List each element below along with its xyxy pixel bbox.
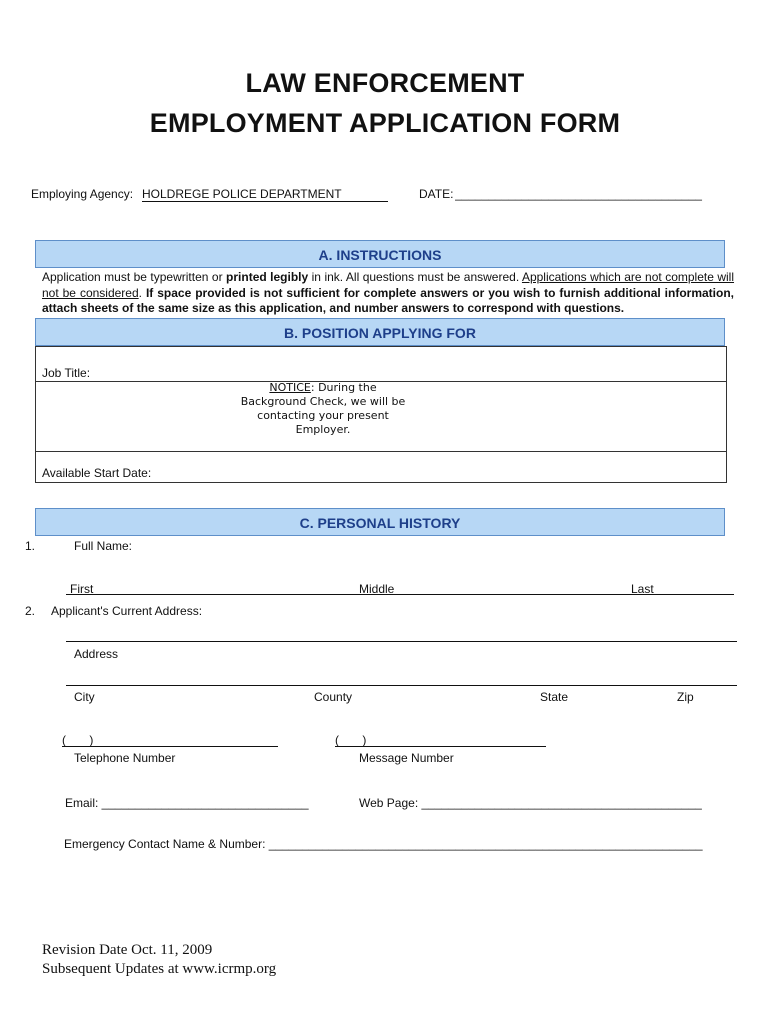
- message-area-code: ( ): [335, 733, 367, 747]
- notice-divider: [35, 451, 727, 452]
- address-label: Address: [74, 647, 119, 661]
- current-address-label: Applicant's Current Address:: [51, 604, 203, 618]
- zip-label: Zip: [677, 690, 694, 704]
- telephone-area-code: ( ): [62, 733, 94, 747]
- email-field[interactable]: Email: _______________________________: [65, 796, 309, 810]
- emergency-contact-field[interactable]: Emergency Contact Name & Number: _________________________________________________________________: [64, 837, 703, 851]
- web-page-field[interactable]: Web Page: __________________________________________: [359, 796, 702, 810]
- county-label: County: [314, 690, 353, 704]
- message-number-label: Message Number: [359, 751, 454, 765]
- date-label: DATE:: [419, 187, 454, 201]
- question-1-number: 1.: [25, 539, 36, 553]
- address-field[interactable]: [66, 641, 737, 642]
- employing-agency-field[interactable]: [142, 187, 388, 202]
- section-b-header: B. POSITION APPLYING FOR: [35, 318, 725, 346]
- employing-agency-label: Employing Agency:: [31, 187, 134, 201]
- telephone-label: Telephone Number: [74, 751, 176, 765]
- section-b-bottom-border: [35, 482, 727, 483]
- background-check-notice: NOTICE: During the Background Check, we will be contacting your present Employer.: [240, 381, 406, 436]
- last-name-label: Last: [631, 582, 654, 596]
- date-field[interactable]: _____________________________________: [455, 187, 702, 201]
- middle-name-label: Middle: [359, 582, 395, 596]
- available-start-date-label: Available Start Date:: [42, 466, 152, 480]
- employing-agency-value: HOLDREGE POLICE DEPARTMENT: [142, 187, 342, 201]
- city-label: City: [74, 690, 95, 704]
- section-a-header: A. INSTRUCTIONS: [35, 240, 725, 268]
- section-b-divider: [35, 346, 727, 347]
- section-b-border-left: [35, 346, 36, 482]
- revision-date: Revision Date Oct. 11, 2009: [42, 942, 213, 958]
- section-b-border-right: [726, 346, 727, 482]
- form-title-line-1: LAW ENFORCEMENT: [245, 68, 525, 98]
- section-c-header: C. PERSONAL HISTORY: [35, 508, 725, 536]
- first-name-label: First: [70, 582, 94, 596]
- job-title-label: Job Title:: [42, 366, 91, 380]
- telephone-field[interactable]: [62, 746, 278, 747]
- city-county-state-zip-field[interactable]: [66, 685, 737, 686]
- form-title-line-2: EMPLOYMENT APPLICATION FORM: [149, 108, 621, 138]
- full-name-label: Full Name:: [74, 539, 133, 553]
- question-2-number: 2.: [25, 604, 36, 618]
- updates-url: Subsequent Updates at www.icrmp.org: [42, 961, 277, 977]
- instructions-text: Application must be typewritten or printed legibly in ink. All questions must be answered. Applications which are not complete will not be considered. If space provided is not sufficient for complete answers or you wish to furnish additional information, attach sheets of the same size as this application, and number answers to correspond with questions.: [42, 270, 735, 315]
- state-label: State: [540, 690, 569, 704]
- message-number-field[interactable]: [335, 746, 546, 747]
